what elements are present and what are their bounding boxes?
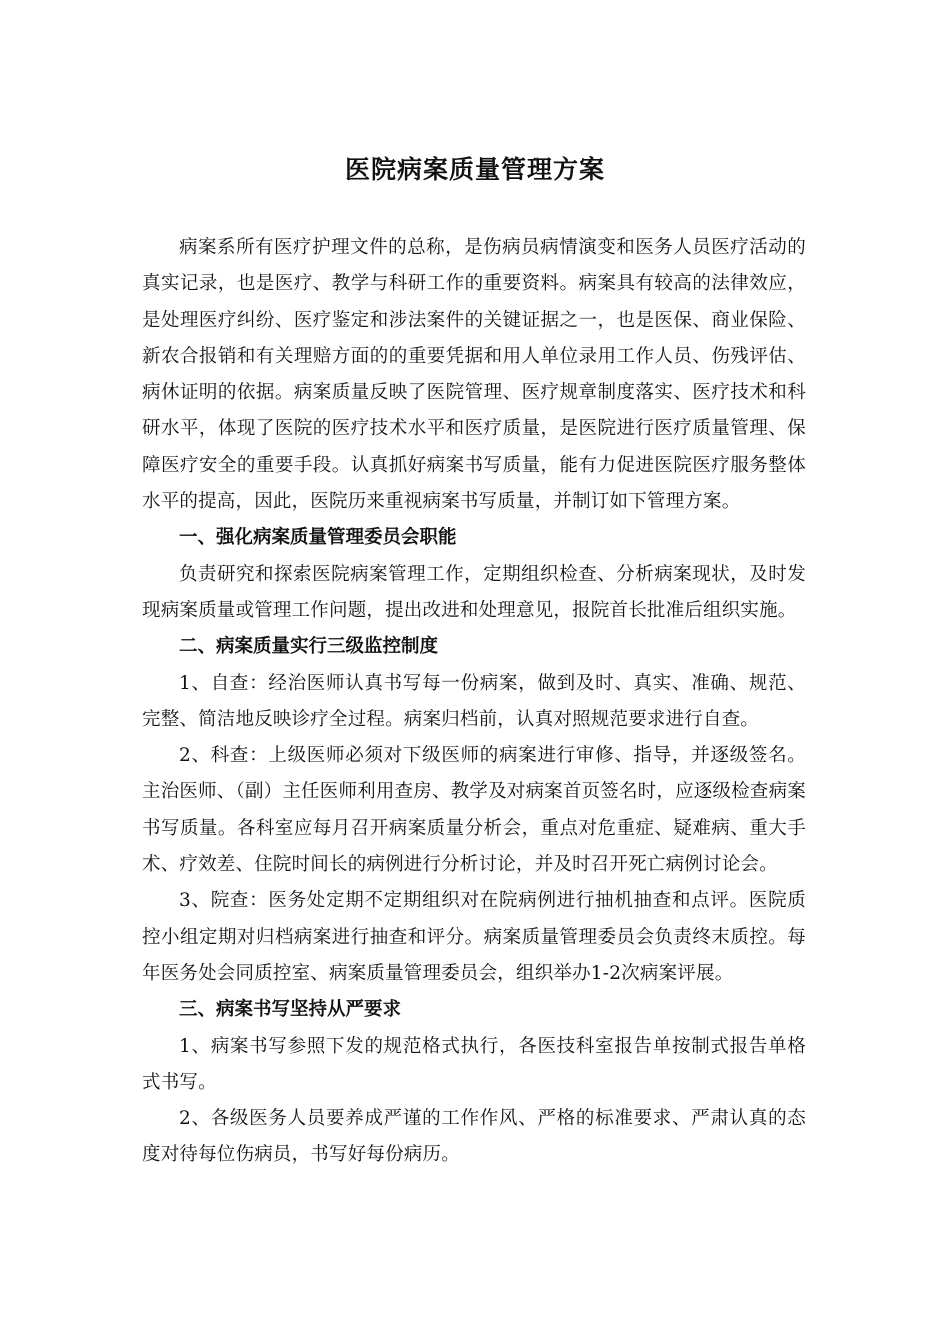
- section-3-heading: 三、病案书写坚持从严要求: [179, 999, 402, 1021]
- section-2-paragraph-2: 2、科查：上级医师必须对下级医师的病案进行审修、指导，并逐级签名。主治医师、（副）主任医师利用查房、教学及对病案首页签名时，应逐级检查病案书写质量。各科室应每月召开病案质量分析会，重点对危重症、疑难病、重大手术、疗效差、住院时间长的病例进行分析讨论，并及时召开死亡病例讨论会。: [142, 745, 806, 876]
- section-1-paragraph-1: 负责研究和探索医院病案管理工作，定期组织检查、分析病案现状，及时发现病案质量或管理工作问题，提出改进和处理意见，报院首长批准后组织实施。: [142, 563, 806, 621]
- document-body: [142, 230, 806, 1174]
- section-3-paragraph-1: 1、病案书写参照下发的规范格式执行，各医技科室报告单按制式报告单格式书写。: [142, 1035, 806, 1093]
- section-2-paragraph-3: 3、院查：医务处定期不定期组织对在院病例进行抽机抽查和点评。医院质控小组定期对归档病案进行抽查和评分。病案质量管理委员会负责终末质控。每年医务处会同质控室、病案质量管理委员会，组织举办1-2次病案评展。: [142, 890, 806, 984]
- intro-paragraph: 病案系所有医疗护理文件的总称，是伤病员病情演变和医务人员医疗活动的真实记录，也是医疗、教学与科研工作的重要资料。病案具有较高的法律效应，是处理医疗纠纷、医疗鉴定和涉法案件的关键证据之一，也是医保、商业保险、新农合报销和有关理赔方面的的重要凭据和用人单位录用工作人员、伤残评估、病休证明的依据。病案质量反映了医院管理、医疗规章制度落实、医疗技术和科研水平，体现了医院的医疗技术水平和医疗质量，是医院进行医疗质量管理、保障医疗安全的重要手段。认真抓好病案书写质量，能有力促进医院医疗服务整体水平的提高，因此，医院历来重视病案书写质量，并制订如下管理方案。: [142, 237, 806, 513]
- section-2-paragraph-1: 1、自查：经治医师认真书写每一份病案，做到及时、真实、准确、规范、完整、简洁地反映诊疗全过程。病案归档前，认真对照规范要求进行自查。: [142, 672, 806, 730]
- section-1-heading: 一、强化病案质量管理委员会职能: [179, 527, 457, 549]
- section-3-paragraph-2: 2、各级医务人员要养成严谨的工作作风、严格的标准要求、严肃认真的态度对待每位伤病员，书写好每份病历。: [142, 1108, 806, 1166]
- section-2-heading: 二、病案质量实行三级监控制度: [179, 636, 439, 658]
- document-title: 医院病案质量管理方案: [344, 155, 605, 184]
